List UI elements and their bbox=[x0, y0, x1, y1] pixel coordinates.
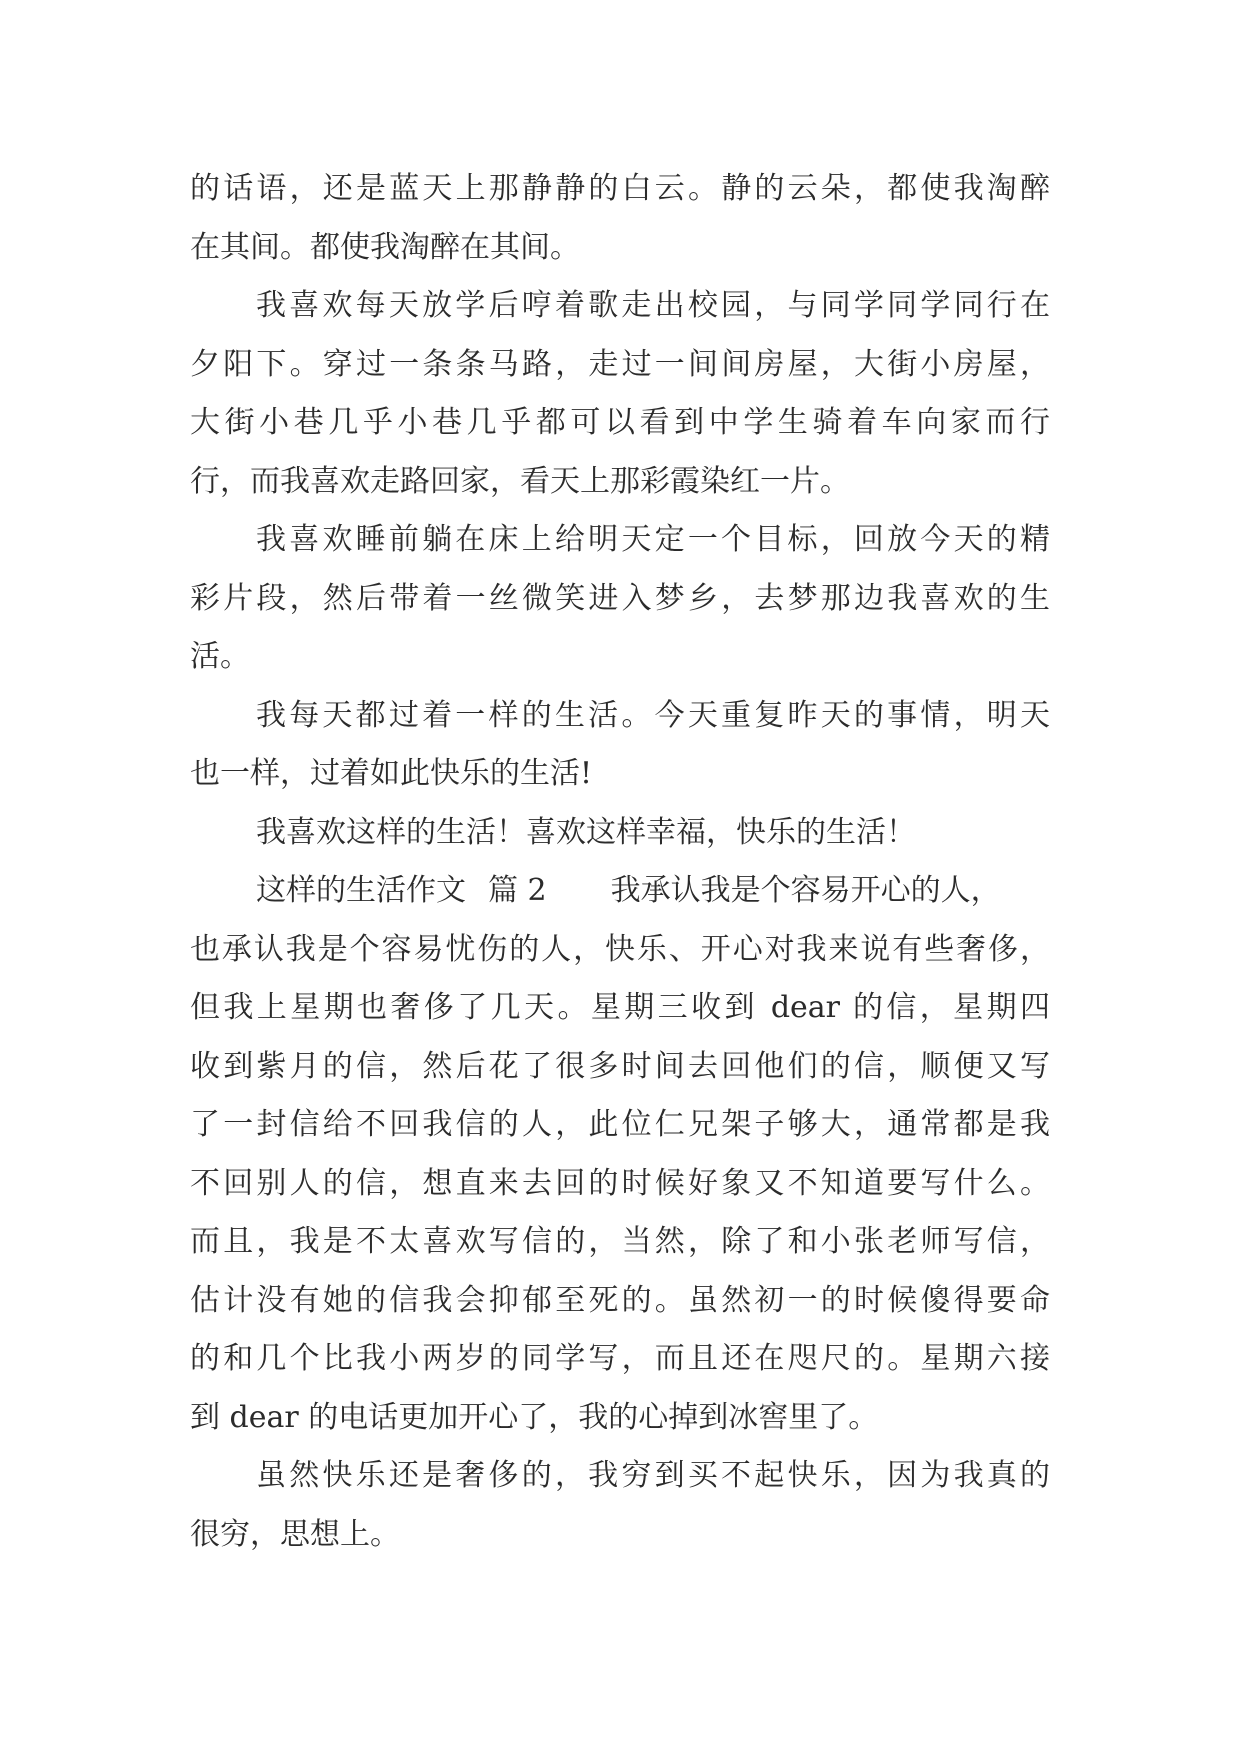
text-line: 收到紫月的信，然后花了很多时间去回他们的信，顺便又写 bbox=[190, 1048, 1050, 1084]
text-line: 也一样，过着如此快乐的生活! bbox=[190, 756, 593, 791]
text-line: 了一封信给不回我信的人，此位仁兄架子够大，通常都是我 bbox=[190, 1107, 1050, 1142]
text-line: 也承认我是个容易忧伤的人，快乐、开心对我来说有些奢侈， bbox=[190, 931, 1050, 967]
text-line: 的话语，还是蓝天上那静静的白云。静的云朵，都使我淘醉 bbox=[190, 171, 1050, 206]
text-line: 在其间。都使我淘醉在其间。 bbox=[190, 229, 580, 265]
text-line: 很穷，思想上。 bbox=[190, 1516, 400, 1552]
text-line: 的和几个比我小两岁的同学写，而且还在咫尺的。星期六接 bbox=[190, 1341, 1050, 1376]
text-line: 活。 bbox=[190, 639, 250, 674]
text-line: 而且，我是不太喜欢写信的，当然，除了和小张老师写信， bbox=[190, 1224, 1050, 1259]
text-line: 彩片段，然后带着一丝微笑进入梦乡，去梦那边我喜欢的生 bbox=[190, 580, 1050, 616]
text-line: 我喜欢睡前躺在床上给明天定一个目标，回放今天的精 bbox=[256, 522, 1050, 557]
text-line: 不回别人的信，想直来去回的时候好象又不知道要写什么。 bbox=[190, 1165, 1050, 1201]
text-line: 我喜欢这样的生活！喜欢这样幸福，快乐的生活！ bbox=[256, 814, 916, 850]
section-heading-line bbox=[190, 862, 1050, 921]
text-line: 估计没有她的信我会抑郁至死的。虽然初一的时候傻得要命 bbox=[190, 1282, 1050, 1318]
text-line: 行，而我喜欢走路回家，看天上那彩霞染红一片。 bbox=[190, 463, 850, 499]
text-line: 我承认我是个容易开心的人， bbox=[610, 873, 1001, 908]
text-line: 但我上星期也奢侈了几天。星期三收到 dear 的信，星期四 bbox=[190, 990, 1050, 1025]
text-line: 到 dear 的电话更加开心了，我的心掉到冰窖里了。 bbox=[190, 1399, 879, 1435]
text-line: 大街小巷几乎小巷几乎都可以看到中学生骑着车向家而行 bbox=[190, 405, 1050, 440]
section-heading: 这样的生活作文 bbox=[256, 873, 466, 908]
text-line: 我喜欢每天放学后哼着歌走出校园，与同学同学同行在 bbox=[256, 288, 1050, 323]
text-line: 虽然快乐还是奢侈的，我穷到买不起快乐，因为我真的 bbox=[256, 1458, 1050, 1493]
section-number: 篇 2 bbox=[488, 873, 547, 908]
text-line: 我每天都过着一样的生活。今天重复昨天的事情，明天 bbox=[256, 697, 1050, 733]
text-line: 夕阳下。穿过一条条马路，走过一间间房屋，大街小房屋， bbox=[190, 346, 1050, 382]
document-body bbox=[190, 160, 1050, 1564]
